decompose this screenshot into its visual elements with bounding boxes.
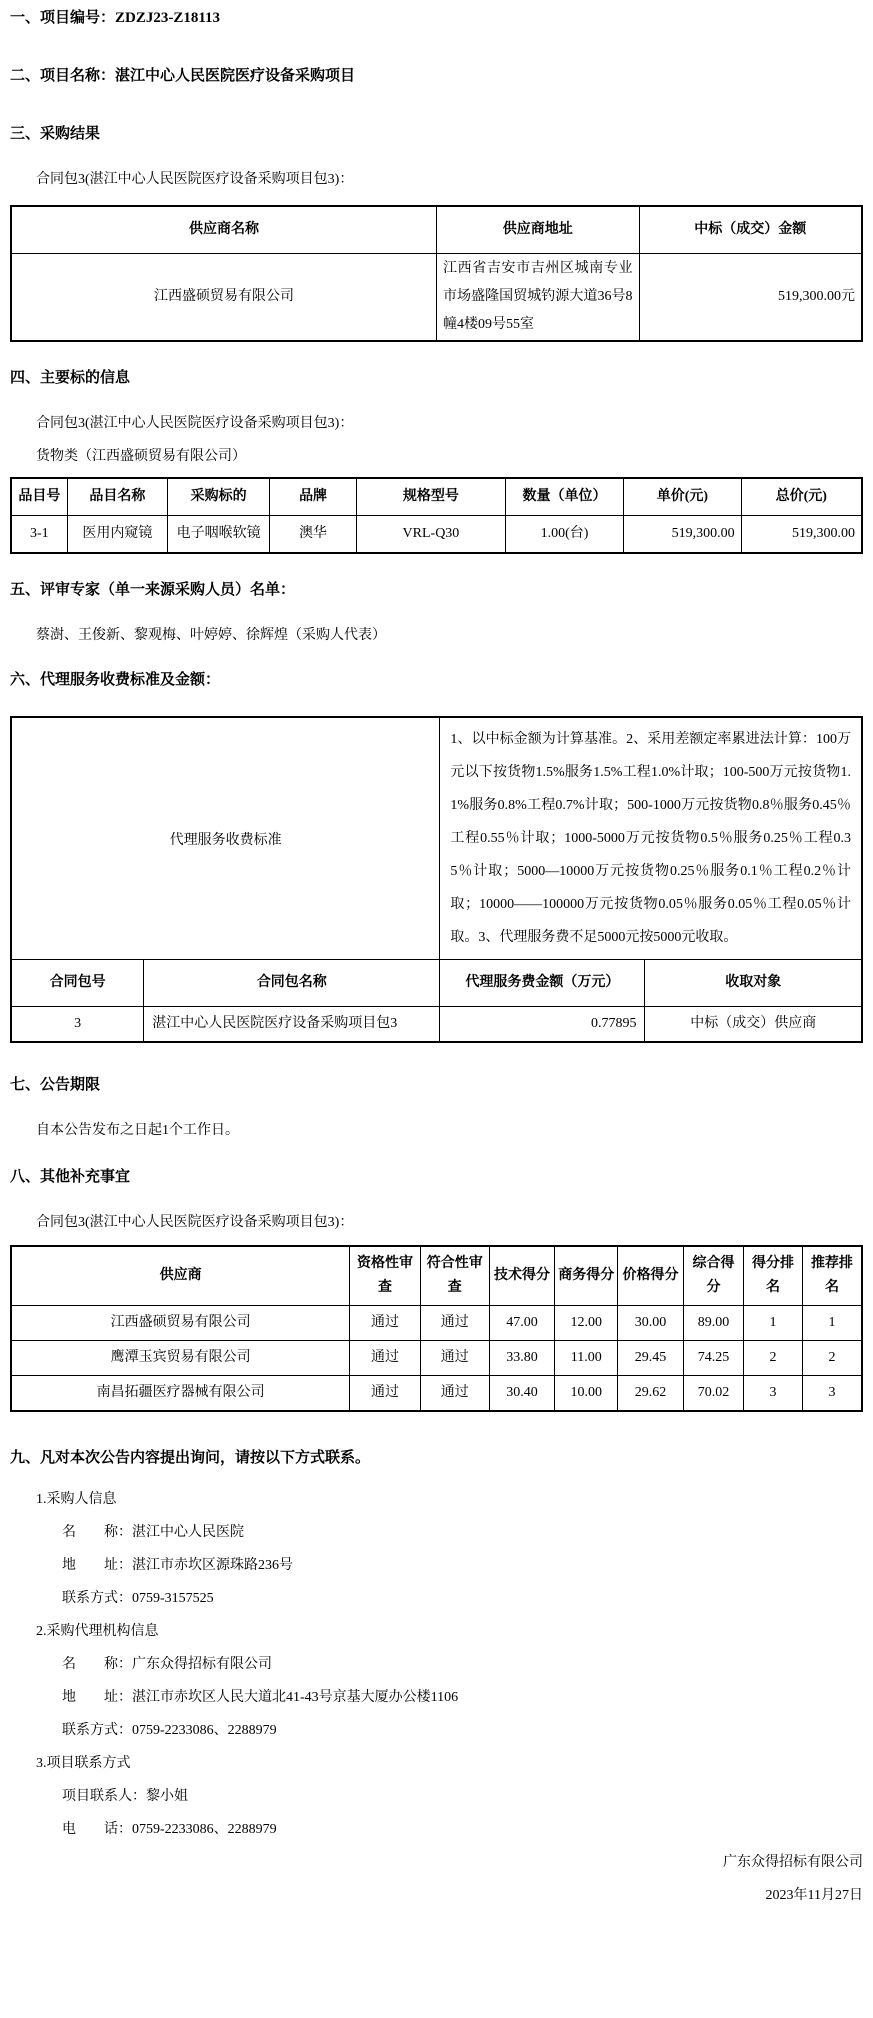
agency-info-heading: 2.采购代理机构信息 xyxy=(36,1624,159,1639)
procurement-result-package-intro: 合同包3(湛江中心人民医院医疗设备采购项目包3)： xyxy=(36,172,354,187)
item-name-cell: 医用内窥镜 xyxy=(67,516,167,554)
col-conformity-review: 符合性审查 xyxy=(420,1246,489,1306)
fee-standard-row xyxy=(11,717,862,960)
composite-score-cell: 70.02 xyxy=(683,1376,743,1412)
col-item-no: 品目号 xyxy=(11,478,67,516)
award-amount-cell: 519,300.00元 xyxy=(639,254,862,342)
agency-address: 地 址：湛江市赤坎区人民大道北41-43号京基大厦办公楼1106 xyxy=(62,1690,459,1705)
supplier-cell: 鹰潭玉宾贸易有限公司 xyxy=(11,1341,350,1376)
col-business-score: 商务得分 xyxy=(555,1246,618,1306)
review-experts-names: 蔡澍、王俊新、黎观梅、叶婷婷、徐辉煌（采购人代表） xyxy=(36,628,386,643)
price-score-cell: 29.62 xyxy=(618,1376,684,1412)
business-score-cell: 11.00 xyxy=(555,1341,618,1376)
project-contact-phone: 电 话：0759-2233086、2288979 xyxy=(62,1822,277,1837)
col-technical-score: 技术得分 xyxy=(489,1246,555,1306)
supplier-cell: 南昌拓疆医疗器械有限公司 xyxy=(11,1376,350,1412)
section-project-name: 二、项目名称：湛江中心人民医院医疗设备采购项目 xyxy=(10,68,356,84)
table-header-row xyxy=(11,1246,862,1306)
col-supplier-address: 供应商地址 xyxy=(437,206,640,254)
table-row xyxy=(11,1306,862,1341)
announcement-period-text: 自本公告发布之日起1个工作日。 xyxy=(36,1123,239,1138)
footer-company-signature: 广东众得招标有限公司 xyxy=(723,1855,863,1870)
col-price-score: 价格得分 xyxy=(618,1246,684,1306)
package-name-cell: 湛江中心人民医院医疗设备采购项目包3 xyxy=(144,1007,440,1043)
table-header-row xyxy=(11,206,862,254)
col-item-name: 品目名称 xyxy=(67,478,167,516)
col-package-no: 合同包号 xyxy=(11,960,144,1007)
procurement-result-table xyxy=(10,205,863,342)
qualification-cell: 通过 xyxy=(350,1376,421,1412)
conformity-cell: 通过 xyxy=(420,1376,489,1412)
project-contact-person: 项目联系人：黎小姐 xyxy=(62,1789,188,1804)
col-fee-payer: 收取对象 xyxy=(645,960,862,1007)
score-rank-cell: 1 xyxy=(744,1306,803,1341)
business-score-cell: 10.00 xyxy=(555,1376,618,1412)
fee-standard-text-cell: 1、以中标金额为计算基准。2、采用差额定率累进法计算：100万元以下按货物1.5%服务1.5%工程1.0%计取；100-500万元按货物1.1%服务0.8%工程0.7%计取；500-1000万元按货物0.8％服务0.45％工程0.55％计取；1000-5000万元按货物0.5％服务0.25％工程0.35％计取；5000—10000万元按货物0.25％服务0.1％工程0.2％计取；10000——100000万元按货物0.05％服务0.05％工程0.05％计取。3、代理服务费不足5000元按5000元收取。 xyxy=(440,717,862,960)
section-announcement-period-heading: 七、公告期限 xyxy=(10,1077,101,1093)
table-header-row xyxy=(11,960,862,1007)
section-project-number: 一、项目编号：ZDZJ23-Z18113 xyxy=(10,10,221,26)
col-fee-amount: 代理服务费金额（万元） xyxy=(440,960,645,1007)
agency-fee-table xyxy=(10,716,863,1043)
supplier-address-cell: 江西省吉安市吉州区城南专业市场盛隆国贸城钓源大道36号8幢4楼09号55室 xyxy=(437,254,640,342)
price-score-cell: 30.00 xyxy=(618,1306,684,1341)
composite-score-cell: 74.25 xyxy=(683,1341,743,1376)
table-row xyxy=(11,1007,862,1043)
technical-score-cell: 30.40 xyxy=(489,1376,555,1412)
col-recommend-rank: 推荐排名 xyxy=(802,1246,862,1306)
recommend-rank-cell: 1 xyxy=(802,1306,862,1341)
section-main-subject-heading: 四、主要标的信息 xyxy=(10,370,131,386)
table-row xyxy=(11,516,862,554)
review-scores-table xyxy=(10,1245,863,1412)
section-contact-heading: 九、凡对本次公告内容提出询问，请按以下方式联系。 xyxy=(10,1450,371,1466)
main-subject-category-line: 货物类（江西盛硕贸易有限公司） xyxy=(36,449,246,464)
conformity-cell: 通过 xyxy=(420,1306,489,1341)
purchaser-contact: 联系方式：0759-3157525 xyxy=(62,1591,214,1606)
table-header-row xyxy=(11,478,862,516)
fee-amount-cell: 0.77895 xyxy=(440,1007,645,1043)
col-supplier: 供应商 xyxy=(11,1246,350,1306)
spec-model-cell: VRL-Q30 xyxy=(356,516,505,554)
items-table xyxy=(10,477,863,554)
supplier-cell: 江西盛硕贸易有限公司 xyxy=(11,1306,350,1341)
purchaser-info-heading: 1.采购人信息 xyxy=(36,1492,117,1507)
col-supplier-name: 供应商名称 xyxy=(11,206,437,254)
section-agency-fee-heading: 六、代理服务收费标准及金额： xyxy=(10,672,221,688)
other-matters-package-intro: 合同包3(湛江中心人民医院医疗设备采购项目包3)： xyxy=(36,1215,354,1230)
section-procurement-result-heading: 三、采购结果 xyxy=(10,126,101,142)
col-brand: 品牌 xyxy=(270,478,357,516)
fee-standard-label-cell: 代理服务收费标准 xyxy=(11,717,440,960)
score-rank-cell: 3 xyxy=(744,1376,803,1412)
section-other-matters-heading: 八、其他补充事宜 xyxy=(10,1169,131,1185)
recommend-rank-cell: 3 xyxy=(802,1376,862,1412)
col-procurement-subject: 采购标的 xyxy=(168,478,270,516)
table-row xyxy=(11,254,862,342)
table-row xyxy=(11,1376,862,1412)
fee-payer-cell: 中标（成交）供应商 xyxy=(645,1007,862,1043)
col-package-name: 合同包名称 xyxy=(144,960,440,1007)
agency-name: 名 称：广东众得招标有限公司 xyxy=(62,1657,272,1672)
recommend-rank-cell: 2 xyxy=(802,1341,862,1376)
item-no-cell: 3-1 xyxy=(11,516,67,554)
unit-price-cell: 519,300.00 xyxy=(624,516,741,554)
qualification-cell: 通过 xyxy=(350,1306,421,1341)
col-quantity-unit: 数量（单位） xyxy=(505,478,623,516)
total-price-cell: 519,300.00 xyxy=(741,516,862,554)
price-score-cell: 29.45 xyxy=(618,1341,684,1376)
col-composite-score: 综合得分 xyxy=(683,1246,743,1306)
main-subject-package-intro: 合同包3(湛江中心人民医院医疗设备采购项目包3)： xyxy=(36,416,354,431)
technical-score-cell: 47.00 xyxy=(489,1306,555,1341)
col-spec-model: 规格型号 xyxy=(356,478,505,516)
business-score-cell: 12.00 xyxy=(555,1306,618,1341)
col-total-price: 总价(元) xyxy=(741,478,862,516)
brand-cell: 澳华 xyxy=(270,516,357,554)
procurement-subject-cell: 电子咽喉软镜 xyxy=(168,516,270,554)
score-rank-cell: 2 xyxy=(744,1341,803,1376)
purchaser-name: 名 称：湛江中心人民医院 xyxy=(62,1525,244,1540)
qualification-cell: 通过 xyxy=(350,1341,421,1376)
col-score-rank: 得分排名 xyxy=(744,1246,803,1306)
technical-score-cell: 33.80 xyxy=(489,1341,555,1376)
purchaser-address: 地 址：湛江市赤坎区源珠路236号 xyxy=(62,1558,293,1573)
footer-date: 2023年11月27日 xyxy=(765,1888,863,1903)
col-unit-price: 单价(元) xyxy=(624,478,741,516)
col-award-amount: 中标（成交）金额 xyxy=(639,206,862,254)
project-contact-heading: 3.项目联系方式 xyxy=(36,1756,131,1771)
section-review-experts-heading: 五、评审专家（单一来源采购人员）名单： xyxy=(10,582,296,598)
package-no-cell: 3 xyxy=(11,1007,144,1043)
col-qualification-review: 资格性审查 xyxy=(350,1246,421,1306)
conformity-cell: 通过 xyxy=(420,1341,489,1376)
table-row xyxy=(11,1341,862,1376)
supplier-name-cell: 江西盛硕贸易有限公司 xyxy=(11,254,437,342)
composite-score-cell: 89.00 xyxy=(683,1306,743,1341)
quantity-cell: 1.00(台) xyxy=(505,516,623,554)
agency-contact: 联系方式：0759-2233086、2288979 xyxy=(62,1723,277,1738)
